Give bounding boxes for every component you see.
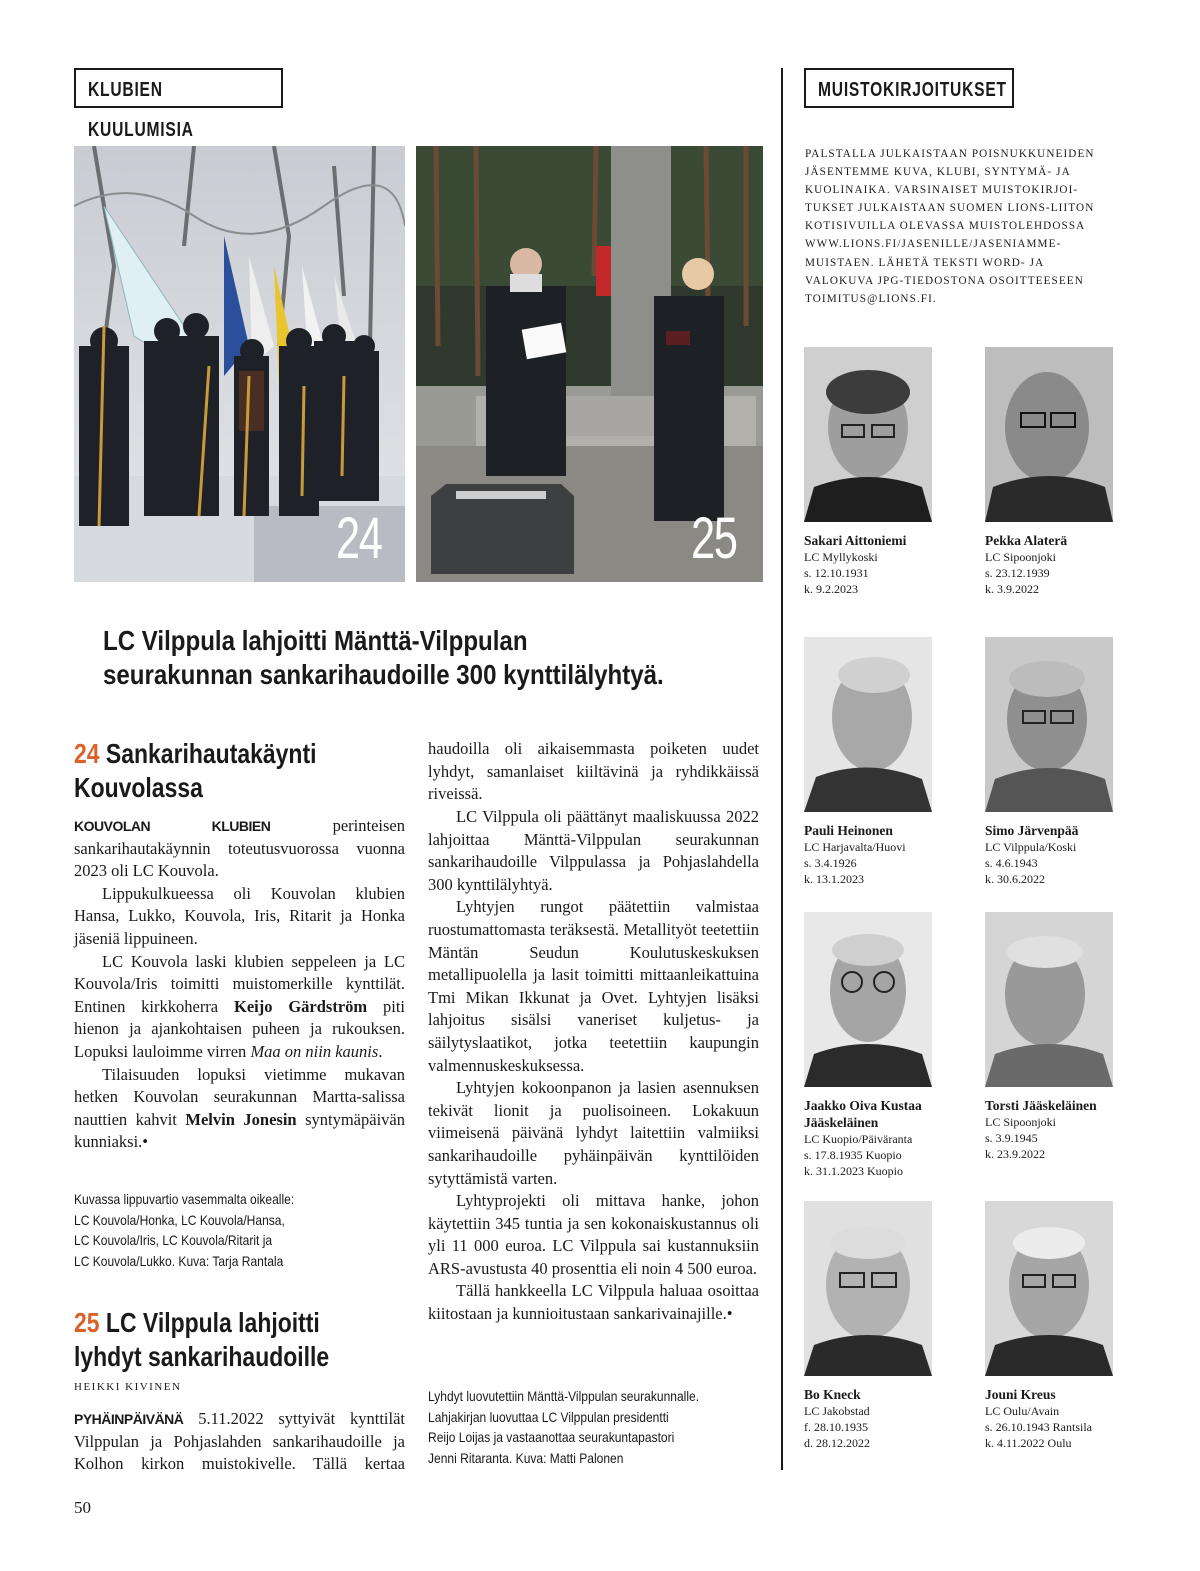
portrait-photo [804,637,932,812]
portrait-photo [804,347,932,522]
section-tag-muistokirjoitukset: MUISTOKIRJOITUKSET [804,68,1014,108]
memorial-card: Sakari Aittoniemi LC Myllykoski s. 12.10.1931 k. 9.2.2023 [804,347,954,597]
article-25-body-col1: PYHÄINPÄIVÄNÄ 5.11.2022 syttyivät kynttilät Vilppulan ja Pohjaslahden sankarihaudoille ja Kolhon kirkon muistokivelle. Tällä kertaa [74,1409,405,1474]
article-24-title: 24 Sankarihautakäynti Kouvolassa [74,738,317,803]
page-number: 50 [74,1498,91,1517]
memorial-card: Pekka Alaterä LC Sipoonjoki s. 23.12.1939 k. 3.9.2022 [985,347,1135,597]
article-25-p1-continued: haudoilla oli aikaisemmasta poiketen uudet lyhdyt, samanlaiset kiiltävinä ja ryhdikkäissä riveissä. [428,739,759,804]
article-25-body-col2: haudoilla oli aikaisemmasta poiketen uudet lyhdyt, samanlaiset kiiltävinä ja ryhdikkäissä riveissä. LC Vilppula oli päättänyt maaliskuussa 2022 lahjoittaa Mänttä-Vilppulan seurakunnan sankarihaudoille Vilppulassa ja Pohjaslahdella 300 kynttilälyhtyä. Lyhtyjen rungot päätettiin valmistaa ruostumattomasta teräksestä. Metallityöt teetettiin Mäntän Seudun Koulutuskeskuksen metallipuolella ja lasit toimitti mittaanleikattuina Tmi Mikan Ikkunat ja Ovet. Lyhtyjen lisäksi lahjoitus sisälsi vaneriset kuljetus- ja säilytyslaatikot, jotka teetettiin kaupungin valmennuskeskuksessa. Lyhtyjen kokoonpanon ja lasien asennuksen tekivät lionit ja puolisoineen. Lokakuun viimeisenä päivänä lyhdyt laitettiin valmiiksi sankarihaudoille pyhäinpäivän kynttilöiden sytyttämistä varten. Lyhtyprojekti oli mittava hanke, johon käytettiin 345 tuntia ja sen kokonaiskustannus oli yli 11 000 euroa. LC Vilppula sai kustannuksiin ARS-avustusta 40 prosenttia eli noin 4 500 euroa. Tällä hankkeella LC Vilppula haluaa osoittaa kiitostaan ja kunnioitustaan sankarivainajille.• [428,739,759,1324]
section-tag-klubien-kuulumisia: KLUBIEN KUULUMISIA [74,68,283,108]
photo-flag-guard [74,146,405,582]
portrait-photo [804,912,932,1087]
article-25-lead: PYHÄINPÄIVÄNÄ [74,1411,184,1427]
photo-number-25: 25 [691,506,737,571]
portrait-photo [804,1201,932,1376]
article-24-lead: KOUVOLAN KLUBIEN [74,818,271,834]
portrait-photo [985,1201,1113,1376]
portrait-photo [985,637,1113,812]
portrait-photo [985,912,1113,1087]
article-25-number: 25 [74,1307,100,1338]
memorial-card: Torsti Jääskeläinen LC Sipoonjoki s. 3.9.1945 k. 23.9.2022 [985,912,1135,1162]
memorial-card: Pauli Heinonen LC Harjavalta/Huovi s. 3.4.1926 k. 13.1.2023 [804,637,954,887]
memorial-card: Bo Kneck LC Jakobstad f. 28.10.1935 d. 28.12.2022 [804,1201,954,1451]
article-25-caption: Lyhdyt luovutettiin Mänttä-Vilppulan seurakunnalle. Lahjakirjan luovuttaa LC Vilppulan presidentti Reijo Loijas ja vastaanottaa seurakuntapastori Jenni Ritaranta. Kuva: Matti Palonen [428,1388,700,1466]
article-24-number: 24 [74,738,100,769]
photo-lantern-handover [416,146,763,582]
article-24-caption: Kuvassa lippuvartio vasemmalta oikealle: LC Kouvola/Honka, LC Kouvola/Hansa, LC Kouvola/Iris, LC Kouvola/Ritarit ja LC Kouvola/Lukko. Kuva: Tarja Rantala [74,1191,295,1269]
portrait-photo [985,347,1113,522]
article-25-title: 25 LC Vilppula lahjoitti lyhdyt sankarihaudoille [74,1307,330,1372]
memorial-intro: PALSTALLA JULKAISTAAN POISNUKKUNEIDEN JÄSENTEMME KUVA, KLUBI, SYNTYMÄ- JA KUOLINAIKA. VARSINAISET MUISTOKIRJOI- TUKSET JULKAISTAAN SUOMEN LIONS-LIITON KOTISIVUILLA OLEVASSA MUISTOLEHDOSSA WWW.LIONS.FI/JASENILLE/JASENIAMME- MUISTAEN. LÄHETÄ TEKSTI WORD- JA VALOKUVA JPG-TIEDOSTONA OSOITTEESEEN TOIMITUS@LIONS.FI. [805,148,1095,305]
article-24-body: KOUVOLAN KLUBIEN perinteisen sankarihautakäynnin toteutusvuorossa vuonna 2023 oli LC Kouvola. Lippukulkueessa oli Kouvolan klubien Hansa, Lukko, Kouvola, Iris, Ritarit ja Honka jäseniä lippuineen. LC Kouvola laski klubien seppeleen ja LC Kouvola/Iris toimitti muistomerkille kynttilät. Entinen kirkkoherra Keijo Gärdström piti hienon ja ajankohtaisen puheen ja rukouksen. Lopuksi lauloimme virren Maa on niin kaunis. Tilaisuuden lopuksi vietimme mukavan hetken Kouvolan seurakunnan Martta-salissa nauttien kahvit Melvin Jonesin syntymäpäivän kunniaksi.• [74,816,405,1152]
memorial-card: Simo Järvenpää LC Vilppula/Koski s. 4.6.1943 k. 30.6.2022 [985,637,1135,887]
memorial-card: Jaakko Oiva Kustaa Jääskeläinen LC Kuopio/Päiväranta s. 17.8.1935 Kuopio k. 31.1.2023 Kuopio [804,912,954,1179]
memorial-card: Jouni Kreus LC Oulu/Avain s. 26.10.1943 Rantsila k. 4.11.2022 Oulu [985,1201,1135,1451]
headline: LC Vilppula lahjoitti Mänttä-Vilppulan seurakunnan sankarihaudoille 300 kynttilälyhtyä. [103,625,664,690]
column-divider [781,68,783,1470]
photo-number-24: 24 [336,506,382,571]
article-25-byline: HEIKKI KIVINEN [74,1381,182,1393]
